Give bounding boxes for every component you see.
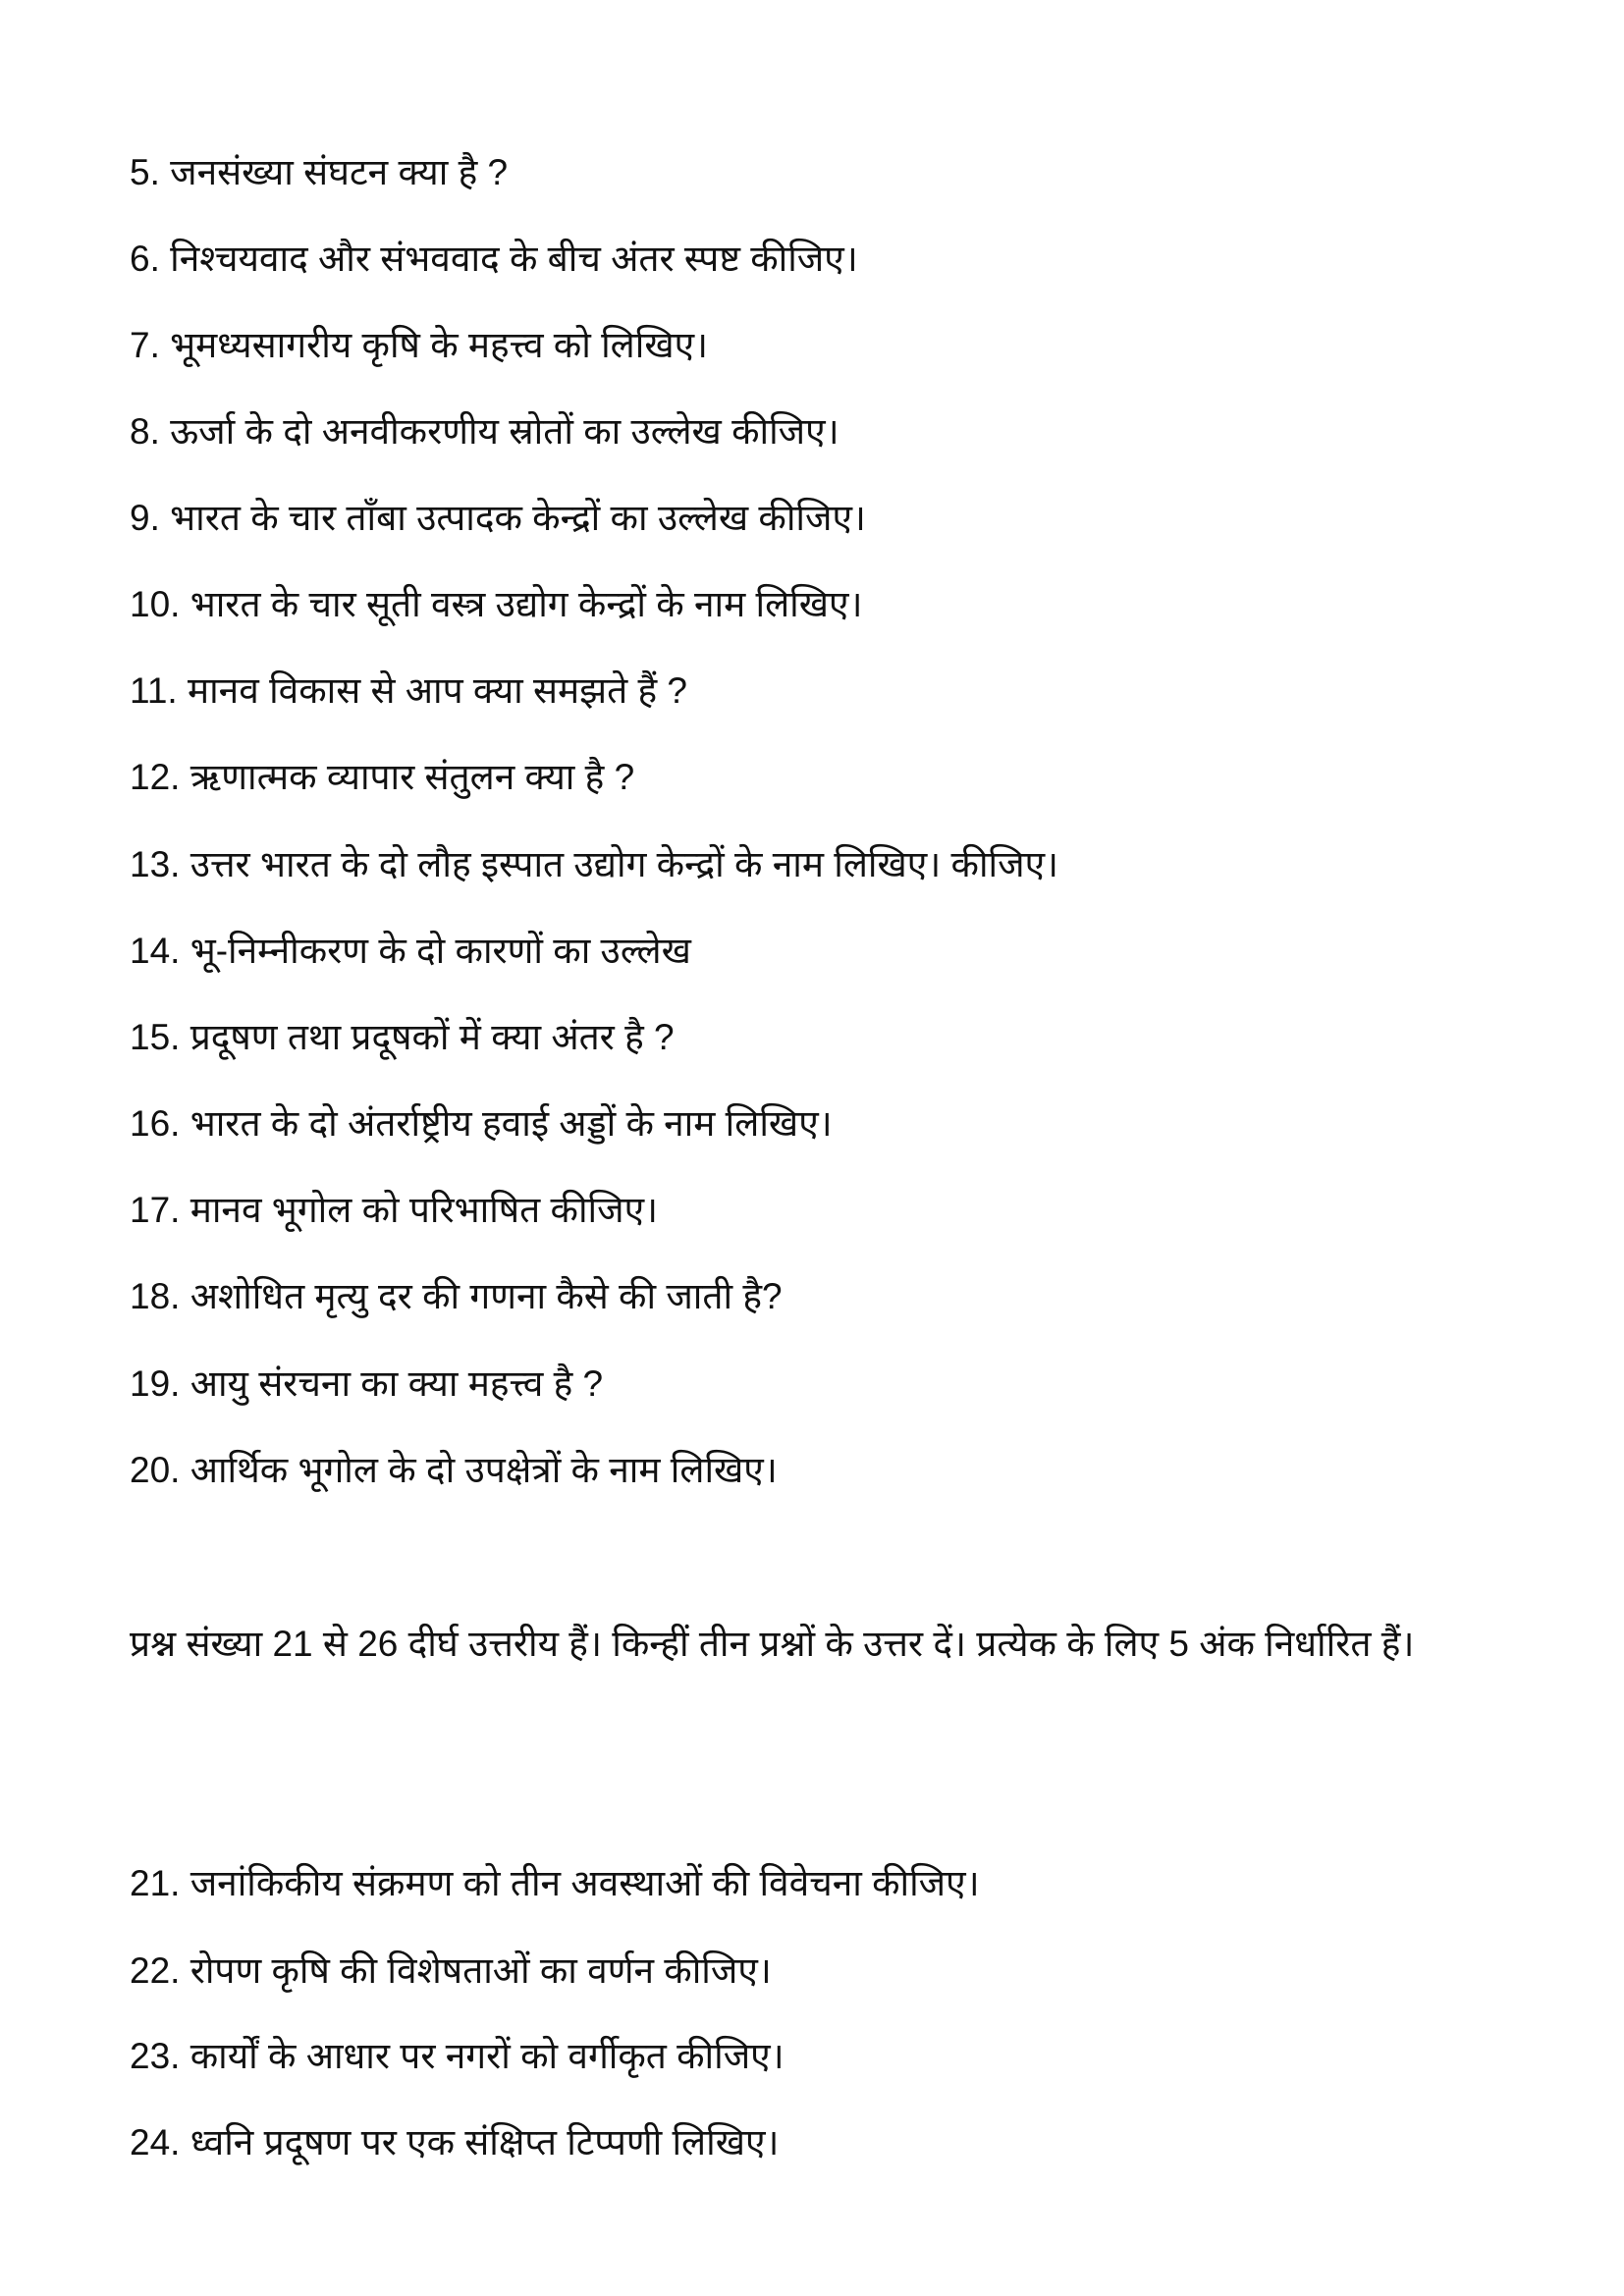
question-item: 6. निश्चयवाद और संभववाद के बीच अंतर स्पष्ट कीजिए। — [130, 239, 858, 279]
question-item: 24. ध्वनि प्रदूषण पर एक संक्षिप्त टिप्पणी लिखिए। — [130, 2122, 780, 2163]
section-instruction: प्रश्न संख्या 21 से 26 दीर्घ उत्तरीय हैं। किन्हीं तीन प्रश्नों के उत्तर दें। प्रत्येक के लिए 5 अंक निर्धारित हैं। — [130, 1624, 1415, 1664]
question-item: 14. भू-निम्नीकरण के दो कारणों का उल्लेख — [130, 931, 691, 971]
question-item: 23. कार्यों के आधार पर नगरों को वर्गीकृत कीजिए। — [130, 2036, 785, 2076]
question-item: 7. भूमध्यसागरीय कृषि के महत्त्व को लिखिए। — [130, 325, 709, 365]
question-item: 9. भारत के चार ताँबा उत्पादक केन्द्रों का उल्लेख कीजिए। — [130, 498, 866, 538]
question-item: 22. रोपण कृषि की विशेषताओं का वर्णन कीजिए। — [130, 1950, 772, 1991]
question-item: 17. मानव भूगोल को परिभाषित कीजिए। — [130, 1190, 659, 1230]
question-item: 18. अशोधित मृत्यु दर की गणना कैसे की जाती है? — [130, 1276, 783, 1316]
question-item: 8. ऊर्जा के दो अनवीकरणीय स्रोतों का उल्लेख कीजिए। — [130, 411, 839, 452]
question-item: 19. आयु संरचना का क्या महत्त्व है ? — [130, 1363, 604, 1404]
question-item: 13. उत्तर भारत के दो लौह इस्पात उद्योग केन्द्रों के नाम लिखिए। कीजिए। — [130, 844, 1059, 884]
question-item: 12. ऋणात्मक व्यापार संतुलन क्या है ? — [130, 757, 635, 797]
question-item: 10. भारत के चार सूती वस्त्र उद्योग केन्द्रों के नाम लिखिए। — [130, 584, 863, 624]
question-item: 5. जनसंख्या संघटन क्या है ? — [130, 152, 509, 192]
question-item: 16. भारत के दो अंतर्राष्ट्रीय हवाई अड्डों के नाम लिखिए। — [130, 1103, 833, 1144]
question-item: 15. प्रदूषण तथा प्रदूषकों में क्या अंतर है ? — [130, 1017, 675, 1057]
question-item: 20. आर्थिक भूगोल के दो उपक्षेत्रों के नाम लिखिए। — [130, 1450, 778, 1490]
question-item: 21. जनांकिकीय संक्रमण को तीन अवस्थाओं की विवेचना कीजिए। — [130, 1863, 980, 1903]
question-item: 11. मानव विकास से आप क्या समझते हैं ? — [130, 670, 688, 711]
